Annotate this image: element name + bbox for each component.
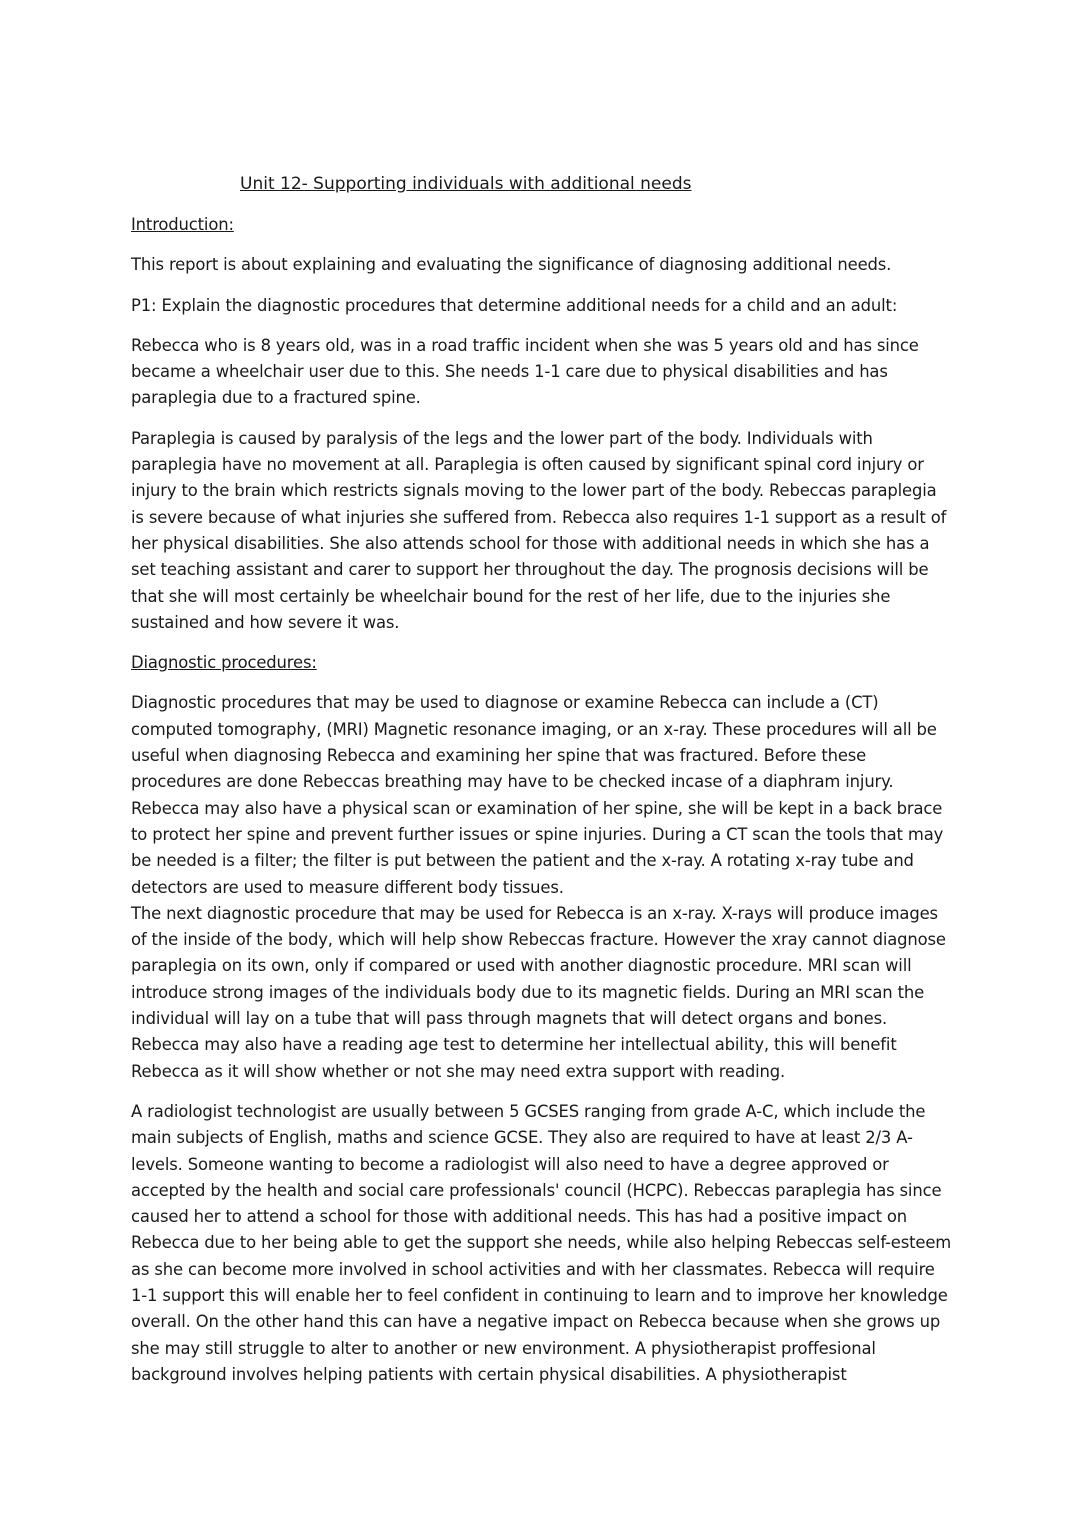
diagnostic-paragraph-1: Diagnostic procedures that may be used to diagnose or examine Rebecca can include a (CT) computed tomography, (MRI) Magnetic resonance imaging, or an x-ray. These procedures will all be useful when diagnosing Rebecca and examining her spine that was fractured. Before these procedures are done Rebeccas breathing may have to be checked incase of a diaphram injury. Rebecca may also have a physical scan or examination of her spine, she will be kept in a back brace to protect her spine and prevent further issues or spine injuries. During a CT scan the tools that may be needed is a filter; the filter is put between the patient and the x-ray. A rotating x-ray tube and detectors are used to measure different body tissues.	[131, 693, 944, 897]
diagnostic-paragraph-2: The next diagnostic procedure that may be used for Rebecca is an x-ray. X-rays will produce images of the inside of the body, which will help show Rebeccas fracture. However the xray cannot diagnose paraplegia on its own, only if compared or used with another diagnostic procedure. MRI scan will introduce strong images of the individuals body due to its magnetic fields. During an MRI scan the individual will lay on a tube that will pass through magnets that will detect organs and bones. Rebecca may also have a reading age test to determine her intellectual ability, this will benefit Rebecca as it will show whether or not she may need extra support with reading.	[131, 903, 946, 1081]
intro-paragraph: This report is about explaining and evaluating the significance of diagnosing additional needs.	[131, 255, 892, 275]
introduction-heading: Introduction:	[131, 215, 234, 234]
rebecca-paragraph: Rebecca who is 8 years old, was in a road traffic incident when she was 5 years old and has since became a wheelchair user due to this. She needs 1-1 care due to physical disabilities and has paraplegia due to a fractured spine.	[131, 335, 919, 408]
paraplegia-paragraph: Paraplegia is caused by paralysis of the legs and the lower part of the body. Individuals with paraplegia have no movement at all. Paraplegia is often caused by significant spinal cord injury or injury to the brain which restricts signals moving to the lower part of the body. Rebeccas paraplegia is severe because of what injuries she suffered from. Rebecca also requires 1-1 support as a result of her physical disabilities. She also attends school for those with additional needs in which she has a set teaching assistant and carer to support her throughout the day. The prognosis decisions will be that she will most certainly be wheelchair bound for the rest of her life, due to the injuries she sustained and how severe it was.	[131, 428, 947, 632]
document-title: Unit 12- Supporting individuals with additional needs	[240, 174, 692, 194]
p1-heading: P1: Explain the diagnostic procedures that determine additional needs for a child and an adult:	[131, 295, 898, 315]
radiologist-paragraph: A radiologist technologist are usually between 5 GCSES ranging from grade A-C, which include the main subjects of English, maths and science GCSE. They also are required to have at least 2/3 A-levels. Someone wanting to become a radiologist will also need to have a degree approved or accepted by the health and social care professionals' council (HCPC). Rebeccas paraplegia has since caused her to attend a school for those with additional needs. This has had a positive impact on Rebecca due to her being able to get the support she needs, while also helping Rebeccas self-esteem as she can become more involved in school activities and with her classmates. Rebecca will require 1-1 support this will enable her to feel confident in continuing to learn and to improve her knowledge overall. On the other hand this can have a negative impact on Rebecca because when she grows up she may still struggle to alter to another or new environment. A physiotherapist proffesional background involves helping patients with certain physical disabilities. A physiotherapist	[131, 1101, 952, 1384]
diagnostic-heading: Diagnostic procedures:	[131, 653, 317, 673]
document-body	[131, 212, 953, 1402]
